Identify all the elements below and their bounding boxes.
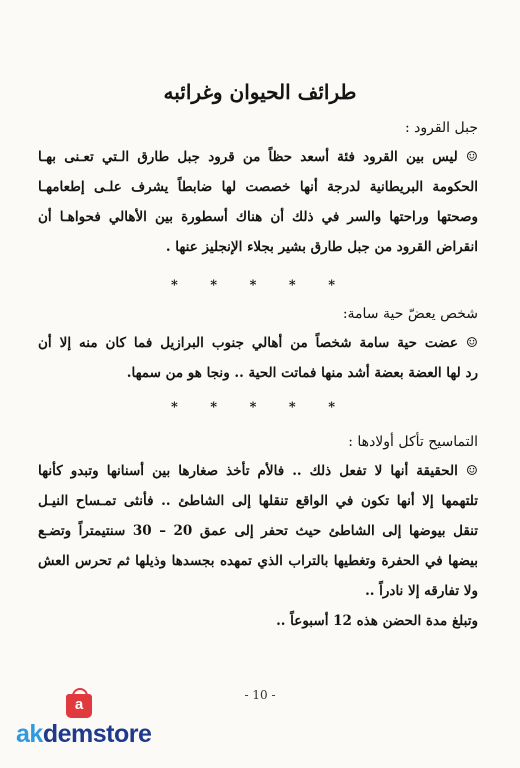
paragraph-line: وتبلغ مدة الحضن هذه 12 أسبوعاً .. — [276, 613, 478, 629]
paragraph-line: ولا تفارقه إلا نادراً .. — [365, 583, 478, 599]
gift-bag-icon — [66, 694, 92, 718]
paragraph-line: ☺ ليس بين القرود فئة أسعد حظاً من قرود جبل طارق الـتي تعـنى بهـا — [38, 149, 478, 165]
akdemstore-logo — [16, 694, 166, 754]
paragraph-line: الحكومة البريطانية لدرجة أنها خصصت لها ضابطاً يشرف علـى إطعامهـا — [38, 179, 478, 195]
section-heading: التماسيح تأكل أولادها : — [348, 434, 478, 450]
logo-wordmark — [16, 720, 151, 749]
paragraph-line: رد لها العضة بعضة أشد منها فماتت الحية .. ونجا هو من سمها. — [126, 365, 478, 381]
section-monkeys — [38, 118, 478, 262]
logo-wordmark-rest: demstore — [42, 720, 152, 748]
logo-wordmark-prefix: ak — [16, 720, 43, 748]
section-snake — [38, 304, 478, 388]
paragraph-line: تنقل بيوضها إلى الشاطئ حيث تحفر إلى عمق 20 – 30 سنتيمتراً وتضـع — [38, 523, 478, 539]
section-crocodiles — [38, 432, 478, 636]
paragraph-line: ☺ عضت حية سامة شخصاً من أهالي جنوب البرازيل فما كان منه إلا أن — [38, 335, 478, 351]
section-heading: جبل القرود : — [404, 120, 478, 136]
paragraph-line: انقراض القرود من جبل طارق بشير بجلاء الإنجليز عنها . — [165, 239, 478, 255]
page-title: طرائف الحيوان وغرائبه — [163, 80, 357, 104]
paragraph-line: تلتهمها إلا أنها تكون في الواقع تنقلها إلى الشاطئ .. فأنثى تمـساح النيـل — [38, 493, 478, 509]
section-separator: * * * * * — [170, 400, 350, 415]
logo-icon-letter: a — [74, 696, 84, 713]
section-heading: شخص يعضّ حية سامة: — [342, 306, 478, 322]
page-number: - 10 - — [244, 688, 276, 702]
paragraph-line: ☺ الحقيقة أنها لا تفعل ذلك .. فالأم تأخذ صغارها بين أسنانها وتبدو كأنها — [38, 463, 478, 479]
section-separator: * * * * * — [170, 278, 350, 293]
paragraph-line: بيضها في الحفرة وتغطيها بالتراب الذي تمهده بجسدها وذيلها ثم تحرس العش — [38, 553, 478, 569]
paragraph-line: وصحتها وراحتها والسر في ذلك أن هناك أسطورة بين الأهالي فحواهـا أن — [38, 209, 478, 225]
